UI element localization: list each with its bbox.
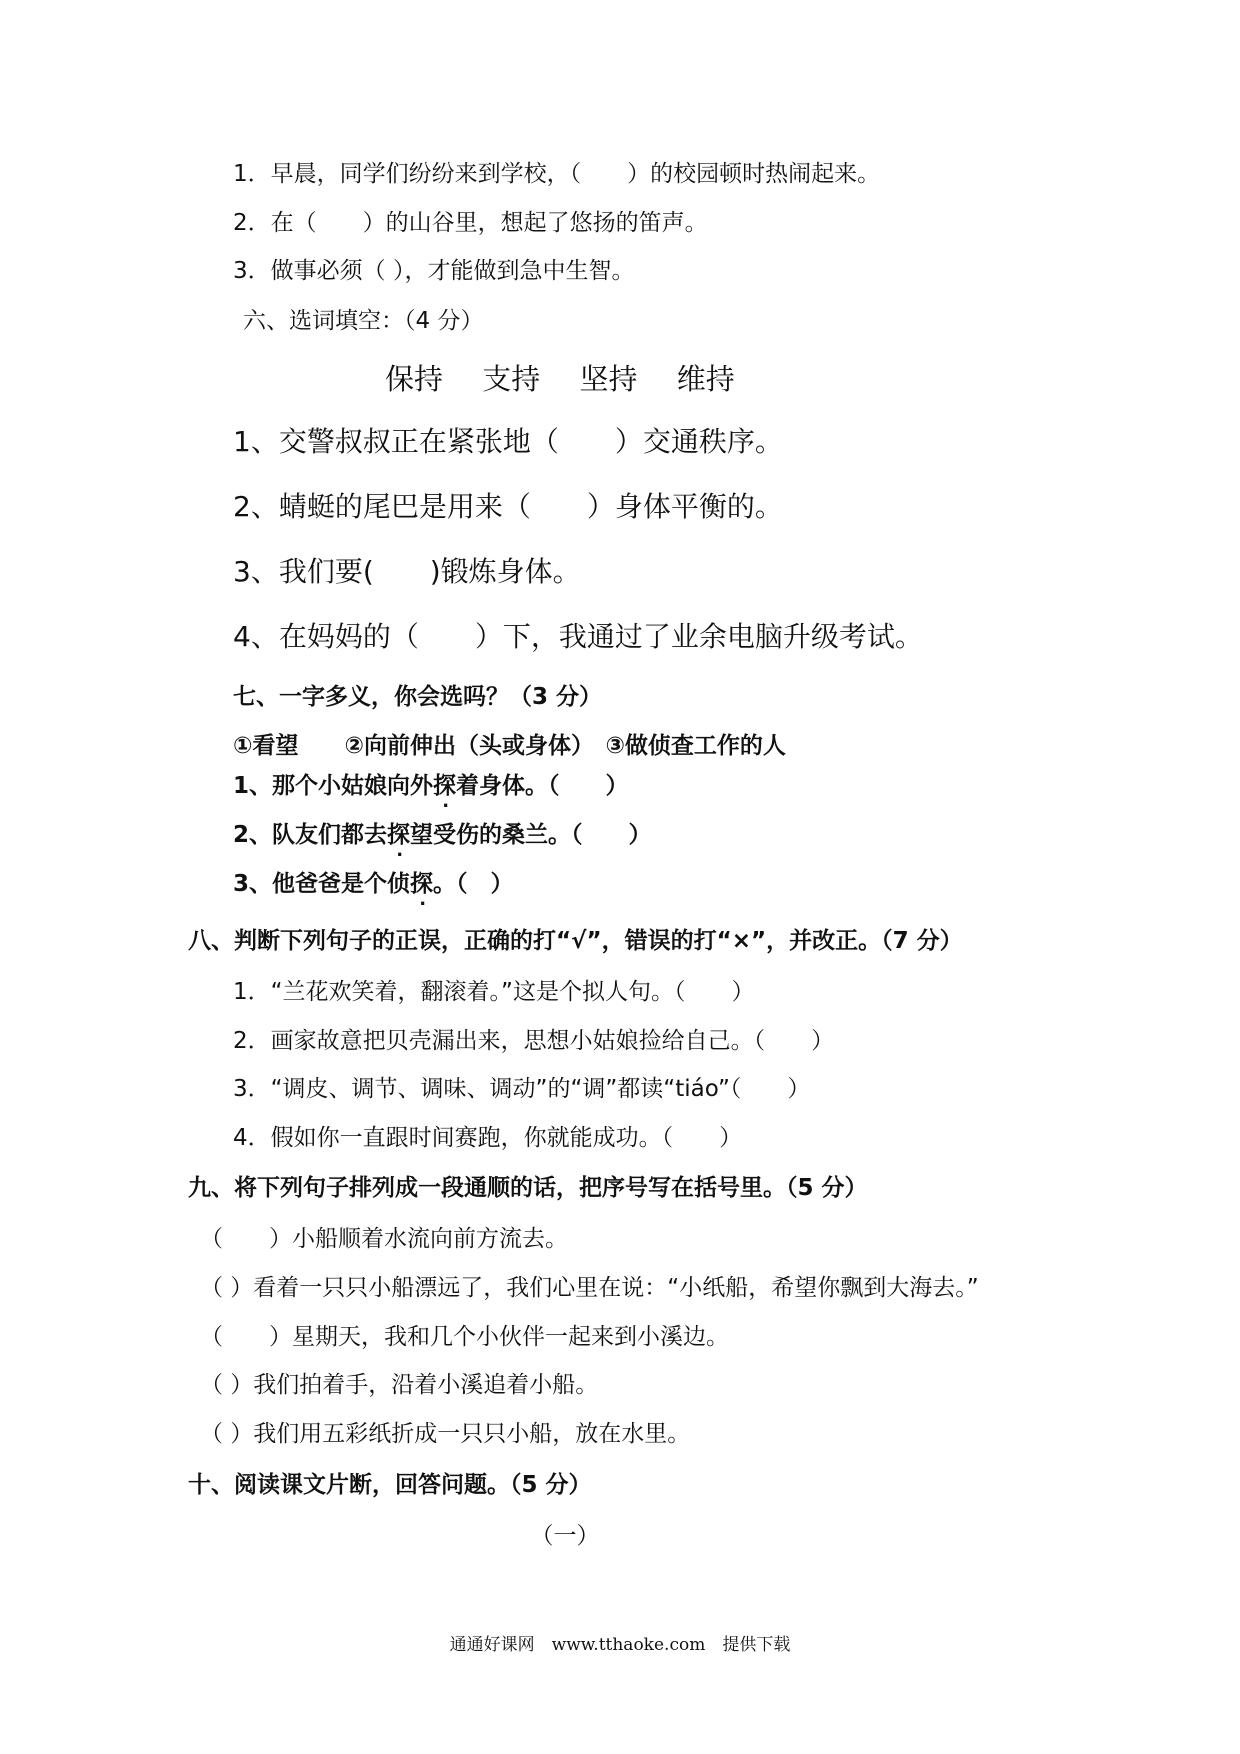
word-1: 保持 — [385, 362, 444, 396]
section7-options: ①看望 ②向前伸出（头或身体） ③做侦查工作的人 — [233, 733, 786, 759]
section9-heading: 九、将下列句子排列成一段通顺的话，把序号写在括号里。（5 分） — [188, 1175, 868, 1201]
q7-item-3 — [233, 873, 514, 896]
section7-heading: 七、一字多义，你会选吗？（3 分） — [233, 684, 603, 710]
q9-item-2: （ ）看着一只只小船漂远了，我们心里在说：“小纸船，希望你飘到大海去。” — [200, 1275, 979, 1301]
q5-item-2: 2．在（ ）的山谷里，想起了悠扬的笛声。 — [233, 210, 708, 236]
word-2: 支持 — [482, 362, 541, 396]
footer-credit: 通通好课网 www.tthaoke.com 提供下载 — [449, 1635, 791, 1655]
section8-heading: 八、判断下列句子的正误，正确的打“√”，错误的打“×”，并改正。（7 分） — [188, 928, 963, 954]
q9-item-4: （ ）我们拍着手，沿着小溪追着小船。 — [200, 1372, 599, 1398]
q6-item-1: 1、交警叔叔正在紧张地（ ）交通秩序。 — [233, 425, 783, 458]
q7-item-1-after: 着身体。（ ） — [456, 773, 629, 799]
q6-item-3: 3、我们要( )锻炼身体。 — [233, 555, 581, 588]
q7-item-1 — [233, 775, 629, 798]
q7-item-1-before: 1、那个小姑娘向外 — [233, 773, 434, 799]
section10-heading: 十、阅读课文片断，回答问题。（5 分） — [188, 1472, 592, 1498]
q5-item-1: 1．早晨，同学们纷纷来到学校，（ ）的校园顿时热闹起来。 — [233, 161, 881, 187]
q6-item-4: 4、在妈妈的（ ）下，我通过了业余电脑升级考试。 — [233, 620, 923, 653]
word-3: 坚持 — [579, 362, 638, 396]
q8-item-2: 2．画家故意把贝壳漏出来，思想小姑娘捡给自己。（ ） — [233, 1028, 835, 1054]
q7-item-3-dotted: 探 — [410, 871, 434, 897]
q7-item-3-after: 。（ ） — [433, 871, 514, 897]
section10-subheading: （一） — [530, 1523, 600, 1549]
q6-item-2: 2、蜻蜓的尾巴是用来（ ）身体平衡的。 — [233, 490, 783, 523]
q9-item-3: （ ）星期天，我和几个小伙伴一起来到小溪边。 — [200, 1324, 729, 1350]
section6-heading: 六、选词填空：（4 分） — [243, 308, 484, 334]
q7-item-2-after: 望受伤的桑兰。（ ） — [410, 822, 652, 848]
q7-item-3-before: 3、他爸爸是个侦 — [233, 871, 411, 897]
q7-item-2 — [233, 824, 652, 847]
q8-item-4: 4．假如你一直跟时间赛跑，你就能成功。（ ） — [233, 1125, 743, 1151]
q7-item-2-dotted: 探 — [387, 822, 411, 848]
word-4: 维持 — [676, 362, 735, 396]
q8-item-1: 1．“兰花欢笑着，翻滚着。”这是个拟人句。（ ） — [233, 979, 755, 1005]
q5-item-3: 3．做事必须（ ），才能做到急中生智。 — [233, 258, 635, 284]
q7-item-2-before: 2、队友们都去 — [233, 822, 388, 848]
q9-item-5: （ ）我们用五彩纸折成一只只小船，放在水里。 — [200, 1421, 691, 1447]
q8-item-3: 3．“调皮、调节、调味、调动”的“调”都读“tiáo”（ ） — [233, 1076, 811, 1102]
q9-item-1: （ ）小船顺着水流向前方流去。 — [200, 1226, 568, 1252]
q7-item-1-dotted: 探 — [433, 773, 457, 799]
word-bank — [385, 362, 765, 396]
